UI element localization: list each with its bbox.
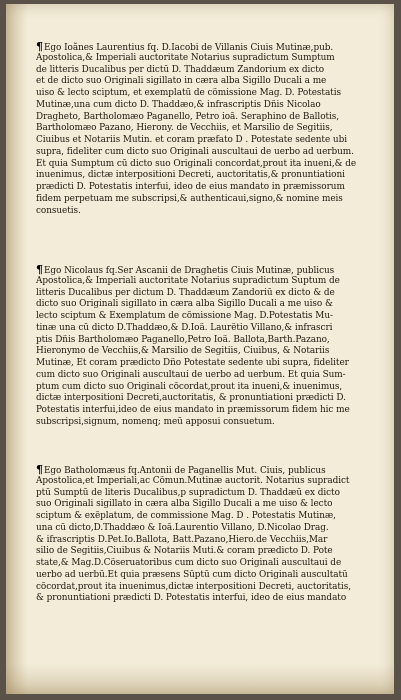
text-line [36, 535, 382, 547]
line-text: de litteris Ducalibus per dictū D. Thaddæum Zandorium ex dicto [36, 64, 325, 75]
text-line [36, 358, 382, 370]
line-text: Ego Batholomæus fq.Antonii de Paganellis Mut. Ciuis, publicus [43, 466, 326, 476]
line-text: Mutinæ, Et coram prædicto Dño Potestate sedente ubi supra, fideliter [36, 358, 349, 368]
line-text: prædicti D. Potestatis interfui, ideo de eius mandato in præmissorum [36, 182, 345, 192]
paragraph-mark-icon: ¶ [36, 464, 43, 476]
text-line [36, 370, 382, 382]
text-line [36, 593, 382, 605]
text-line [36, 53, 382, 65]
text-line [36, 159, 382, 171]
line-text: Bartholomæo Pazano, Hierony. de Vecchiis, et Marsilio de Segitiis, [36, 123, 333, 134]
text-line [36, 182, 382, 194]
text-line [36, 346, 382, 358]
notarial-attestation-2 [36, 264, 382, 429]
line-text: Apostolica,& Imperiali auctoritate Notarius supradictum Suptum de [36, 275, 340, 286]
line-text: ptum cum dicto suo Originali cõcordat,prout ita inueni,& inuenimus, [36, 381, 343, 392]
line-text: & ifrascriptis D.Pet.Io.Ballota, Batt.Pazano,Hiero.de Vecchiis,Mar [36, 534, 328, 545]
notarial-attestation-1 [36, 41, 382, 217]
line-text: suo Originali sigillato in cæra alba Sigillo Ducali a me uiso & lecto [36, 499, 333, 510]
text-line [36, 405, 382, 417]
line-text: subscripsi,signum, nomenq; meū apposui consuetum. [36, 416, 275, 427]
notarial-attestation-3 [36, 464, 382, 605]
text-line [36, 476, 382, 488]
text-line [36, 288, 382, 300]
text-line [36, 112, 382, 124]
line-text: Potestatis interfui,ideo de eius mandato in præmissorum fidem hic me [36, 405, 350, 415]
line-text: Ego Ioãnes Laurentius fq. D.Iacobi de Villanis Ciuis Mutinæ,pub. [43, 43, 334, 53]
text-line [36, 323, 382, 335]
text-line [36, 523, 382, 535]
text-line [36, 546, 382, 558]
line-text: inuenimus, dictæ interpositioni Decreti, auctoritatis,& pronuntiationi [36, 170, 345, 181]
text-line [36, 123, 382, 135]
line-text: sciptum & exẽplatum, de commissione Mag. D . Potestatis Mutinæ, [36, 511, 336, 521]
line-text: consuetis. [36, 205, 81, 216]
text-line [36, 206, 382, 218]
text-line [36, 194, 382, 206]
text-line [36, 264, 382, 276]
line-text: ptū Sumptū de literis Ducalibus,p supradictum D. Thaddæū ex dicto [36, 487, 340, 498]
text-line [36, 393, 382, 405]
text-line [36, 558, 382, 570]
text-line [36, 135, 382, 147]
text-line [36, 170, 382, 182]
text-line [36, 582, 382, 594]
text-line [36, 464, 382, 476]
line-text: Mutinæ,una cum dicto D. Thaddæo,& infrascriptis Dñis Nicolao [36, 99, 321, 110]
page-edge-stain [6, 4, 28, 694]
line-text: Et quia Sumptum cū dicto suo Originali concordat,prout ita inueni,& de [36, 158, 357, 169]
line-text: uerbo ad uerbū.Et quia præsens Sūptū cum dicto Originali auscultatū [36, 569, 348, 580]
line-text: lecto sciptum & Exemplatum de cõmissione Mag. D.Potestatis Mu- [36, 311, 333, 321]
line-text: silio de Segitiis,Ciuibus & Notariis Muti.& coram prædicto D. Pote [36, 546, 333, 557]
text-line [36, 382, 382, 394]
text-line [36, 511, 382, 523]
line-text: dictæ interpositioni Decreti,auctoritatis, & pronuntiationi prædicti D. [36, 393, 346, 404]
line-text: Dragheto, Bartholomæo Paganello, Petro ioã. Seraphino de Ballotis, [36, 111, 340, 122]
line-text: & pronuntiationi prædicti D. Potestatis interfui, ideo de eius mandato [36, 593, 347, 604]
line-text: state,& Mag.D.Cõseruatoribus cum dicto suo Originali auscultaui de [36, 558, 342, 568]
text-line [36, 488, 382, 500]
text-line [36, 276, 382, 288]
line-text: litteris Ducalibus per dictum D. Thaddæum Zandoriū ex dicto & de [36, 287, 335, 298]
text-line [36, 147, 382, 159]
paragraph-mark-icon: ¶ [36, 264, 43, 276]
line-text: Ego Nicolaus fq.Ser Ascanii de Draghetis Ciuis Mutinæ, publicus [43, 266, 335, 276]
line-text: cõcordat,prout ita inuenimus,dictæ interpositioni Decreti, auctoritatis, [36, 581, 351, 592]
line-text: tinæ una cū dicto D.Thaddæo,& D.Ioã. Laurẽtio Villano,& infrascri [36, 322, 333, 333]
text-line [36, 570, 382, 582]
line-text: cum dicto suo Originali auscultaui de uerbo ad uerbum. Et quia Sum- [36, 369, 346, 380]
line-text: Apostolica,et Imperiali,ac Cõmun.Mutinæ auctorit. Notarius supradict [36, 475, 350, 486]
line-text: uiso & lecto sciptum, et exemplatū de cõmissione Mag. D. Potestatis [36, 88, 341, 98]
text-line [36, 335, 382, 347]
line-text: supra, fideliter cum dicto suo Originali auscultaui de uerbo ad uerbum. [36, 146, 354, 157]
document-page [6, 4, 394, 694]
text-line [36, 311, 382, 323]
paragraph-mark-icon: ¶ [36, 41, 43, 53]
line-text: fidem perpetuam me subscripsi,& authenticaui,signo,& nomine meis [36, 193, 343, 204]
line-text: Apostolica,& Imperiali auctoritate Notarius supradictum Sumptum [36, 52, 335, 63]
line-text: dicto suo Originali sigillato in cæra alba Sigillo Ducali a me uiso & [36, 299, 333, 310]
text-line [36, 88, 382, 100]
line-text: et de dicto suo Originali sigillato in cæra alba Sigillo Ducali a me [36, 76, 327, 87]
line-text: ptis Dñis Bartholomæo Paganello,Petro Ioã. Ballota,Barth.Pazano, [36, 334, 330, 345]
text-line [36, 41, 382, 53]
line-text: Ciuibus et Notariis Mutin. et coram præfato D . Potestate sedente ubi [36, 135, 348, 145]
line-text: Hieronymo de Vecchiis,& Marsilio de Segitiis, Ciuibus, & Notariis [36, 346, 330, 357]
text-line [36, 76, 382, 88]
text-line [36, 299, 382, 311]
text-line [36, 417, 382, 429]
text-line [36, 65, 382, 77]
text-line [36, 499, 382, 511]
line-text: una cū dicto,D.Thaddæo & Ioã.Laurentio Villano, D.Nicolao Drag. [36, 522, 329, 533]
text-line [36, 100, 382, 112]
page-bottom-stain [6, 664, 394, 694]
